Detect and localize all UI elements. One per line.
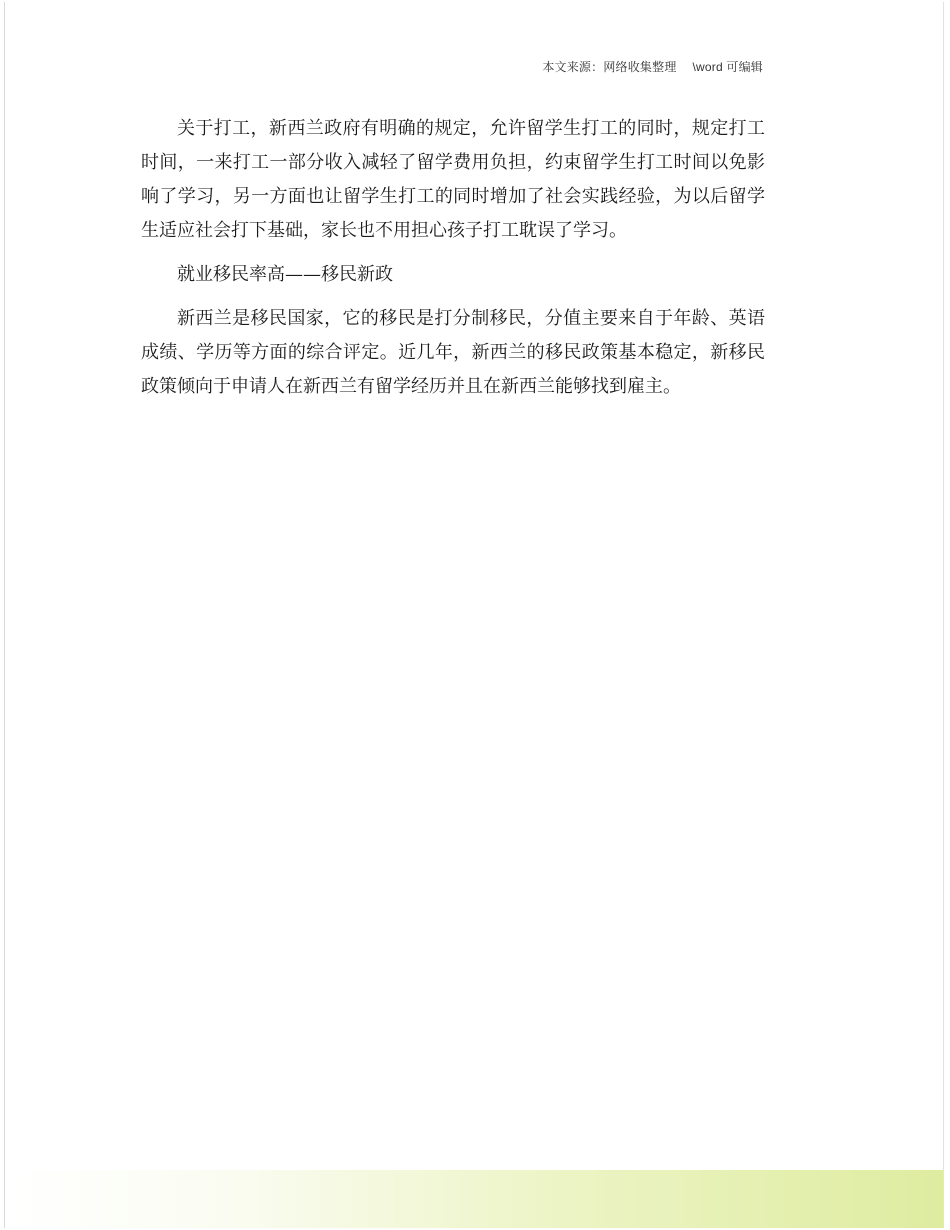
footer-decoration: [5, 1170, 943, 1228]
document-page: [4, 2, 944, 1228]
paragraph-part-time-work: 关于打工，新西兰政府有明确的规定，允许留学生打工的同时，规定打工时间，一来打工一部分收入减轻了留学费用负担，约束留学生打工时间以免影响了学习，另一方面也让留学生打工的同时增加了社会实践经验，为以后留学生适应社会打下基础，家长也不用担心孩子打工耽误了学习。: [141, 118, 765, 241]
header-note: [542, 58, 763, 75]
source-note: 本文来源：网络收集整理: [542, 60, 677, 74]
paragraph-immigration-policy: 新西兰是移民国家，它的移民是打分制移民，分值主要来自于年龄、英语成绩、学历等方面的综合评定。近几年，新西兰的移民政策基本稳定，新移民政策倾向于申请人在新西兰有留学经历并且在新西兰能够找到雇主。: [141, 308, 765, 397]
document-body: [141, 112, 765, 414]
section-heading: 就业移民率高——移民新政: [177, 264, 393, 285]
word-editable-note: \word 可编辑: [692, 60, 763, 74]
